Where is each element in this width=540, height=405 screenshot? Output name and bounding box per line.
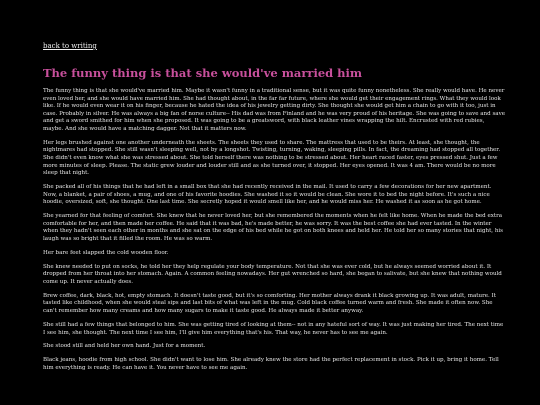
back-to-writing-link[interactable]: back to writing [43, 42, 97, 50]
story-paragraph: She packed all of his things that he had left in a small box that she had recently received in the mail. It used to carry a few decorations for her new apartment. Now, a blanket, a pair of shoes, a mug, and one of his favorite hoodies. She washed it so it would be clean. She wore it to bed the night before. It's such a nice hoodie, oversized, soft, she thought. One last time. She secretly hoped it would smell like her, and he would miss her. He washed it as soon as he got home. [43, 184, 492, 206]
story-paragraph: She still had a few things that belonged to him. She was getting tired of looking at them-- not in any hateful sort of way. It was just making her tired. The next time I see him, she thought. The next time I see him, I'll give him everything that's his. That way, he never has to see me again. [43, 321, 504, 336]
story-paragraph: Her legs brushed against one another underneath the sheets. The sheets they used to share. The mattress that used to be theirs. At least, she thought, the nightmares had stopped. She still wasn't sleeping well, not by a longshot. Twisting, turning, waking, sleeping pills. In fact, the dreaming had stopped all together. She didn't even know what she was stressed about. She told herself there was nothing to be stressed about. Her heart raced faster, eyes pressed shut. Just a few more minutes of sleep. Please. The static grew louder and louder still and as she turned over, it stopped. Her eyes opened. It was 4 am. There would be no more sleep that night. [43, 139, 501, 177]
story-paragraph: The funny thing is that she would've married him. Maybe it wasn't funny in a traditional sense, but it was quite funny nonetheless. She really would have. He never even loved her, and she would have married him. She had thought about, in the far far future, where she would get their engagement rings. What they would look like. If he would even wear it on his finger, because he hated the idea of his jewelry getting dirty. She thought she would get him a chain to go with it too, just in case. Probably in silver. He was always a big fan of norse culture-- His dad was from Finland and he was very proud of his heritage. She was going to save and save and get a sword smithed for him when she proposed. It was going to be a greatsword, with black leather vines wrapping the hilt. Encrusted with red rubies, maybe. And she would have a matching dagger. Not that it matters now. [43, 88, 506, 132]
story-paragraph: She knew needed to put on socks, he told her they help regulate your body temperature. Not that she was ever cold, but he always seemed worried about it. It dropped from her throat into her stomach. Again. A common feeling nowadays. Her gut wrenched so hard, she began to salivate, but she knew that nothing would come up. It never actually does. [43, 263, 502, 285]
story-paragraph: Brew coffee, dark, black, hot, empty stomach. It doesn't taste good, but it's so comforting. Her mother always drank it black growing up. It was adult, mature. It tasted like childhood, when she would steal sips and last bits of what was left in the mug. Cold black coffee turned warm and fresh. She made it often now. She can't remember how many creams and how many sugars to make it taste good. He always made it better anyway. [43, 292, 496, 315]
story-title: The funny thing is that she would've married him [43, 66, 363, 80]
story-paragraph: She yearned for that feeling of comfort. She knew that he never loved her, but she remembered the moments when he felt like home. When he made the bed extra comfortable for her, and then made her coffee. He said that it was bad, he's made better, he was sorry. It was the best coffee she had ever tasted. In the winter when they hadn't seen each other in months and she sat on the edge of his bed while he got on both knees and held her. He told her so many stories that night, his laugh was so bright that it filled the room. He was so warm. [43, 213, 504, 242]
story-paragraph: Her bare feet slapped the cold wooden floor. [43, 249, 169, 256]
story-paragraph: Black jeans, hoodie from high school. She didn't want to lose him. She already knew the store had the perfect replacement in stock. Pick it up, bring it home. Tell him everything is ready. He can have it. You never have to see me again. [43, 357, 499, 371]
story-body [43, 88, 505, 379]
story-paragraph: She stood still and held her own hand. Just for a moment. [43, 343, 206, 350]
